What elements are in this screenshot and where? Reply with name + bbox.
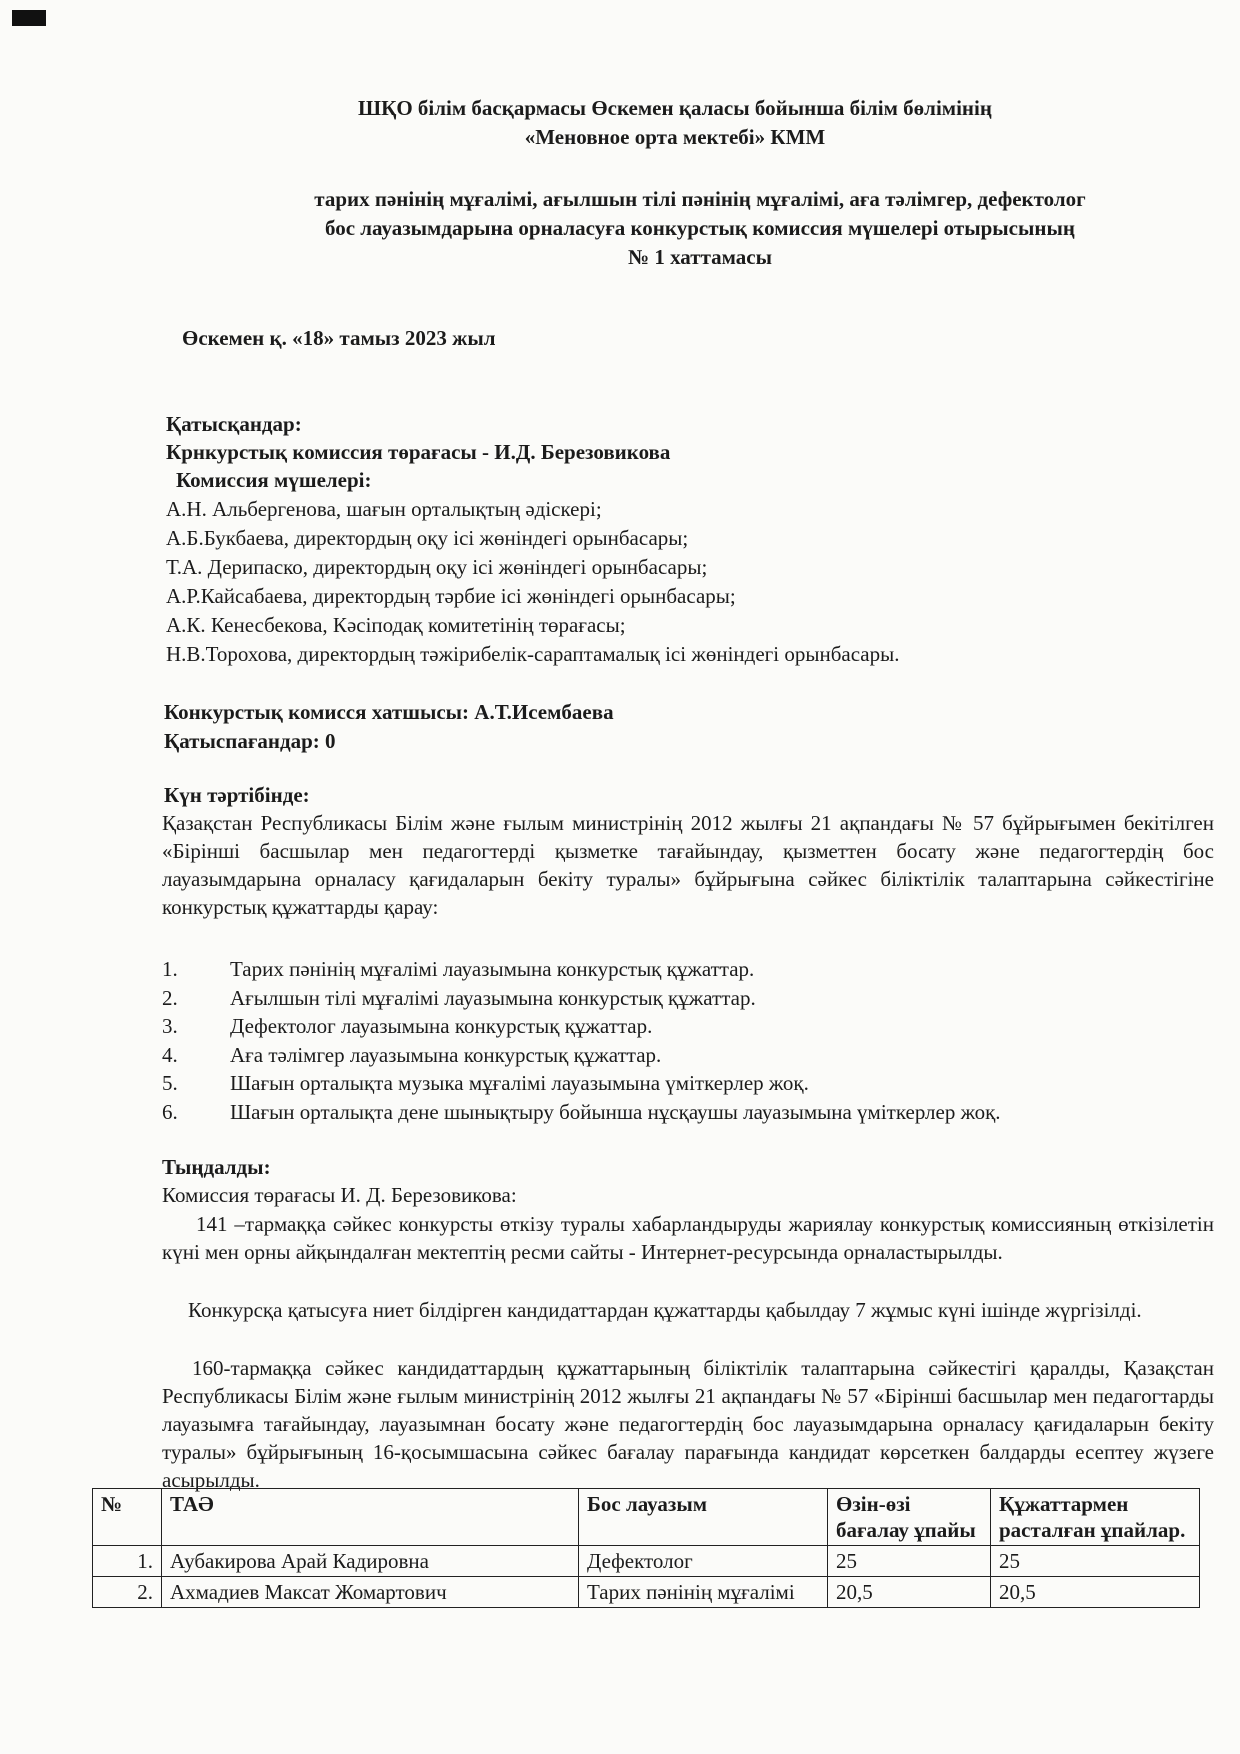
table-row [93, 1577, 1200, 1608]
title-line-2: бос лауазымдарына орналасуға конкурстық комиссия мүшелері отырысының [324, 216, 1075, 240]
member-line: А.К. Кенесбекова, Кәсіподақ комитетінің төрағасы; [166, 613, 626, 637]
hearing-paragraph-3: 160-тармаққа сәйкес кандидаттардың құжаттарының біліктілік талаптарына сәйкестігі қаралды, Қазақстан Республикасы Білім және ғылым министрінің 2012 жылғы 21 ақпандағы № 57 «Бірінші басшылар мен педагогтарды лауазымға тағайындау, лауазымнан босату және педагогтердің бос лауазымдарына орналасу қағидаларын бекіту туралы» бұйрығының 16-қосымшасына сәйкес бағалау парағында кандидат көрсеткен балдарды есептеу жүзеге асырылды. [162, 1356, 1214, 1492]
table-header-row [93, 1489, 1200, 1546]
table-cell: 20,5 [828, 1577, 991, 1608]
header-cell-position: Бос лауазым [579, 1489, 828, 1546]
member-line: А.Б.Букбаева, директордың оқу ісі жөніндегі орынбасары; [166, 526, 689, 550]
agenda-list [162, 955, 1212, 1126]
table-row [93, 1546, 1200, 1577]
list-item: 4. Аға тәлімгер лауазымына конкурстық құжаттар. [162, 1042, 662, 1067]
table-cell: 25 [991, 1546, 1200, 1577]
table-cell: 2. [93, 1577, 162, 1608]
table-cell: Аубакирова Арай Кадировна [162, 1546, 579, 1577]
document-header-organization [150, 94, 1200, 152]
table-cell: 20,5 [991, 1577, 1200, 1608]
hearing-speaker: Комиссия төрағасы И. Д. Березовикова: [162, 1183, 517, 1207]
scan-corner-mark [12, 10, 46, 26]
list-item: 5. Шағын орталықта музыка мұғалімі лауазымына үміткерлер жоқ. [162, 1071, 809, 1095]
agenda-heading: Күн тәртібінде: [164, 783, 310, 807]
hearing-heading: Тыңдалды: [162, 1155, 271, 1179]
table-cell: Дефектолог [579, 1546, 828, 1577]
list-item: 3. Дефектолог лауазымына конкурстық құжаттар. [162, 1014, 653, 1038]
list-item: 2. Ағылшын тілі мұғалімі лауазымына конкурстық құжаттар. [162, 985, 756, 1010]
table-cell: Тарих пәнінің мұғалімі [579, 1577, 828, 1608]
table-cell: Ахмадиев Максат Жомартович [162, 1577, 579, 1608]
table-cell: 1. [93, 1546, 162, 1577]
title-line-1: тарих пәнінің мұғалімі, ағылшын тілі пәнінің мұғалімі, аға тәлімгер, дефектолог [314, 187, 1086, 211]
list-item: 1. Тарих пәнінің мұғалімі лауазымына конкурстық құжаттар. [162, 957, 755, 981]
members-heading: Комиссия мүшелері: [176, 468, 372, 492]
member-line: А.Н. Альбергенова, шағын орталықтың әдіскері; [166, 497, 602, 521]
org-line-1: ШҚО білім басқармасы Өскемен қаласы бойынша білім бөлімінің [358, 96, 992, 120]
table-cell: 25 [828, 1546, 991, 1577]
hearing-paragraph-1: 141 –тармаққа сәйкес конкурсты өткізу туралы хабарландыруды жариялау конкурстық комиссияның өткізілетін күні мен орны айқындалған мектептің ресми сайты - Интернет-ресурсында орналастырылды. [162, 1212, 1214, 1264]
header-cell-self-score: Өзін-өзі бағалау ұпайы [828, 1489, 991, 1546]
candidates-table [92, 1488, 1200, 1608]
date-line: Өскемен қ. «18» тамыз 2023 жыл [182, 326, 496, 350]
hearing-paragraph-2: Конкурсқа қатысуға ниет білдірген кандидаттардан құжаттарды қабылдау 7 жұмыс күні ішінде жүргізілді. [188, 1298, 1142, 1322]
member-line: Т.А. Дерипаско, директордың оқу ісі жөніндегі орынбасары; [166, 555, 708, 579]
absent-count: Қатыспағандар: 0 [164, 729, 336, 753]
commission-chair: Крнкурстық комиссия төрағасы - И.Д. Березовикова [166, 440, 671, 464]
header-cell-name: ТАӘ [162, 1489, 579, 1546]
header-cell-confirmed-score: Құжаттармен расталған ұпайлар. [991, 1489, 1200, 1546]
member-line: А.Р.Кайсабаева, директордың тәрбие ісі жөніндегі орынбасары; [166, 584, 736, 608]
document-title [200, 185, 1200, 272]
header-cell-number: № [93, 1489, 162, 1546]
org-line-2: «Меновное орта мектебі» КММ [524, 125, 826, 149]
commission-secretary: Конкурстық комисся хатшысы: А.Т.Исембаева [164, 700, 614, 724]
participants-heading: Қатысқандар: [166, 412, 302, 436]
agenda-intro: Қазақстан Республикасы Білім және ғылым министрінің 2012 жылғы 21 ақпандағы № 57 бұйрығымен бекітілген «Бірінші басшылар мен педагогтерді қызметке тағайындау, қызметтен босату және педагогтердің бос лауазымдарына орналасу қағидаларын бекіту туралы» бұйрығына сәйкес біліктілік талаптарына сәйкестігіне конкурстық құжаттарды қарау: [162, 811, 1214, 919]
title-line-3: № 1 хаттамасы [627, 245, 773, 269]
list-item: 6. Шағын орталықта дене шынықтыру бойынша нұсқаушы лауазымына үміткерлер жоқ. [162, 1099, 1001, 1124]
member-line: Н.В.Торохова, директордың тәжірибелік-сараптамалық ісі жөніндегі орынбасары. [166, 642, 900, 666]
